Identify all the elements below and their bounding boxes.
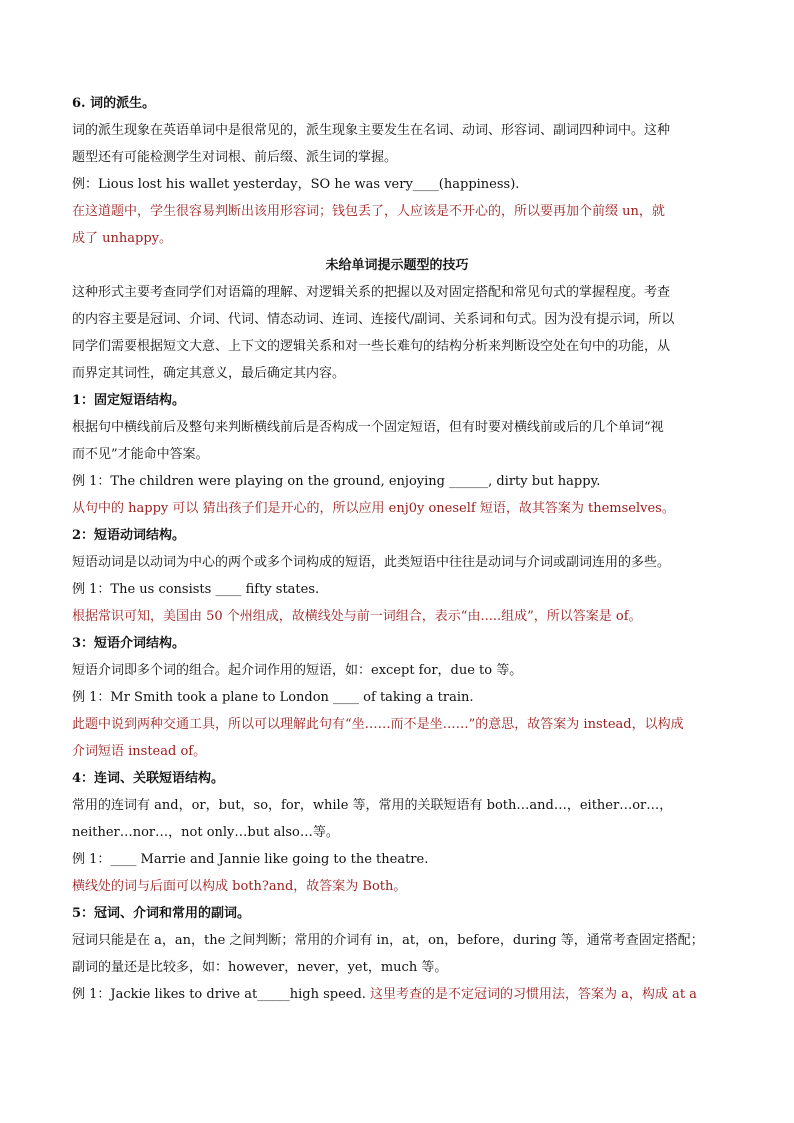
answer-explanation: 此题中说到两种交通工具，所以可以理解此句有“坐……而不是坐……”的意思，故答案为 instead，以构成 [72,717,684,732]
example-line-with-answer [72,981,722,1008]
paragraph-line: 短语动词是以动词为中心的两个或多个词构成的短语，此类短语中往往是动词与介词或副词连用的多些。 [72,555,671,570]
paragraph-line: 这种形式主要考查同学们对语篇的理解、对逻辑关系的把握以及对固定搭配和常见句式的掌握程度。考查 [72,285,671,300]
paragraph-line: 题型还有可能检测学生对词根、前后缀、派生词的掌握。 [72,150,398,165]
section-heading-fixed-phrase: 1：固定短语结构。 [72,393,186,408]
section-heading-phrasal-verb: 2：短语动词结构。 [72,528,186,543]
paragraph-line: 常用的连词有 and，or，but，so，for，while 等，常用的关联短语有 both…and…，either…or…， [72,798,673,813]
section-heading-articles-prepositions: 5：冠词、介词和常用的副词。 [72,906,251,921]
answer-explanation: 这里考查的是不定冠词的习惯用法，答案为 a，构成 at a [370,987,697,1002]
section-title: 未给单词提示题型的技巧 [325,258,469,273]
answer-explanation: 根据常识可知，美国由 50 个州组成，故横线处与前一词组合，表示“由.....组成”，所以答案是 of。 [72,609,642,624]
answer-explanation: 横线处的词与后面可以构成 both?and，故答案为 Both。 [72,879,407,894]
paragraph-line: 短语介词即多个词的组合。起介词作用的短语，如：except for，due to 等。 [72,663,523,678]
example-line: 例 1：The us consists ____ fifty states. [72,582,320,597]
answer-explanation: 成了 unhappy。 [72,231,172,246]
paragraph-line: neither…nor…，not only…but also…等。 [72,825,339,840]
paragraph-line: 而界定其词性，确定其意义，最后确定其内容。 [72,366,346,381]
section-heading-conjunctions: 4：连词、关联短语结构。 [72,771,225,786]
example-line: 例 1：Mr Smith took a plane to London ____ of taking a train. [72,690,474,705]
answer-explanation: 在这道题中，学生很容易判断出该用形容词；钱包丢了，人应该是不开心的，所以要再加个前缀 un，就 [72,204,665,219]
section-heading-derivation: 6. 词的派生。 [72,96,156,111]
section-heading-phrasal-preposition: 3：短语介词结构。 [72,636,186,651]
paragraph-line: 冠词只能是在 a，an，the 之间判断；常用的介词有 in，at，on，before，during 等，通常考查固定搭配； [72,933,704,948]
paragraph-line: 同学们需要根据短文大意、上下文的逻辑关系和对一些长难句的结构分析来判断设空处在句中的功能，从 [72,339,671,354]
example-line: 例：Lious lost his wallet yesterday，SO he was very____(happiness). [72,177,520,192]
example-line: 例 1：____ Marrie and Jannie like going to the theatre. [72,852,429,867]
paragraph-line: 而不见”才能命中答案。 [72,447,209,462]
paragraph-line: 词的派生现象在英语单词中是很常见的，派生现象主要发生在名词、动词、形容词、副词四种词中。这种 [72,123,671,138]
paragraph-line: 副词的量还是比较多，如：however，never，yet，much 等。 [72,960,448,975]
example-line: 例 1：The children were playing on the ground, enjoying ______, dirty but happy. [72,474,601,489]
example-text: 例 1：Jackie likes to drive at_____high speed. [72,987,371,1002]
answer-explanation: 介词短语 instead of。 [72,744,207,759]
paragraph-line: 的内容主要是冠词、介词、代词、情态动词、连词、连接代/副词、关系词和句式。因为没有提示词，所以 [72,312,675,327]
answer-explanation: 从句中的 happy 可以 猜出孩子们是开心的，所以应用 enj0y oneself 短语，故其答案为 themselves。 [72,501,675,516]
document-body [72,90,722,1008]
paragraph-line: 根据句中横线前后及整句来判断横线前后是否构成一个固定短语，但有时要对横线前或后的几个单词“视 [72,420,664,435]
